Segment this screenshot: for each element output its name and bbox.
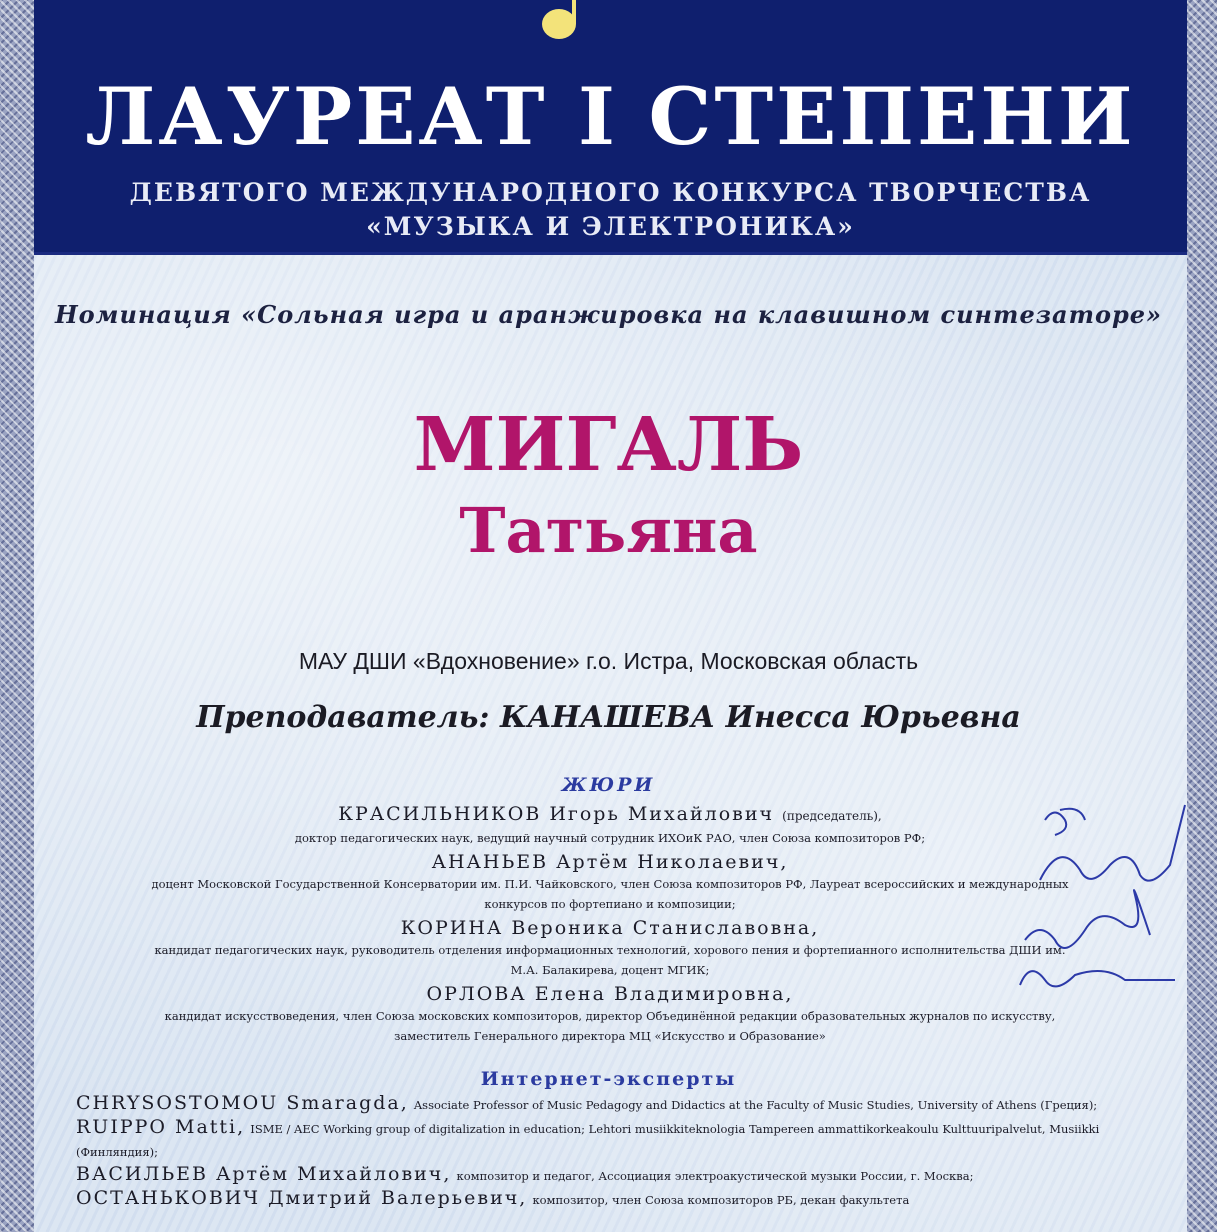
- jury-member-name: КОРИНА Вероника Станиславовна,: [400, 917, 820, 939]
- jury-list: [150, 802, 1070, 1048]
- laureate-surname: МИГАЛЬ: [413, 402, 804, 488]
- certificate-title: ЛАУРЕАТ I СТЕПЕНИ: [85, 70, 1136, 163]
- expert-description: ISME / AEC Working group of digitalization in education; Lehtori musiikkiteknologia Tampereen ammattikorkeakoulu Kulttuuripalvelut, Musiikki (Финляндия);: [76, 1122, 1100, 1159]
- jury-member: [150, 802, 1070, 848]
- jury-member: [150, 982, 1070, 1046]
- expert-entry: [76, 1187, 1146, 1211]
- jury-member-description: доцент Московской Государственной Консерватории им. П.И. Чайковского, член Союза композиторов РФ, Лауреат всероссийских и международных конкурсов по фортепиано и композиции;: [151, 877, 1069, 911]
- teacher-name: Преподаватель: КАНАШЕВА Инесса Юрьевна: [196, 700, 1021, 735]
- experts-heading: Интернет-эксперты: [480, 1068, 737, 1090]
- music-note-icon: [537, 0, 587, 44]
- expert-entry: [76, 1092, 1146, 1116]
- expert-description: Associate Professor of Music Pedagogy and Didactics at the Faculty of Music Studies, University of Athens (Греция);: [413, 1098, 1098, 1112]
- certificate-header: [34, 0, 1187, 255]
- jury-member: [150, 850, 1070, 914]
- expert-entry: [76, 1163, 1146, 1187]
- jury-signatures: [1000, 790, 1190, 1020]
- expert-entry: [76, 1116, 1146, 1163]
- subtitle-line-2: «МУЗЫКА И ЭЛЕКТРОНИКА»: [366, 212, 855, 241]
- expert-name: ВАСИЛЬЕВ Артём Михайлович,: [76, 1163, 452, 1185]
- expert-description: композитор, член Союза композиторов РБ, декан факультета: [532, 1193, 910, 1207]
- jury-member-description: доктор педагогических наук, ведущий научный сотрудник ИХОиК РАО, член Союза композиторов РФ;: [294, 831, 926, 845]
- expert-name: ОСТАНЬКОВИЧ Дмитрий Валерьевич,: [76, 1187, 528, 1209]
- jury-member-name: ОРЛОВА Елена Владимировна,: [426, 983, 794, 1005]
- expert-description: композитор и педагог, Ассоциация электроакустической музыки России, г. Москва;: [456, 1169, 974, 1183]
- certificate-subtitle: [34, 176, 1187, 244]
- jury-member-description: кандидат педагогических наук, руководитель отделения информационных технологий, хорового пения и фортепианного исполнительства ДШИ им. М.А. Балакирева, доцент МГИК;: [154, 943, 1066, 977]
- jury-member-role: (председатель),: [782, 809, 882, 823]
- nomination: Номинация «Сольная игра и аранжировка на клавишном синтезаторе»: [54, 300, 1163, 329]
- subtitle-line-1: ДЕВЯТОГО МЕЖДУНАРОДНОГО КОНКУРСА ТВОРЧЕСТВА: [129, 178, 1092, 207]
- expert-name: CHRYSOSTOMOU Smaragda,: [76, 1092, 409, 1114]
- jury-member-name: АНАНЬЕВ Артём Николаевич,: [431, 851, 789, 873]
- school-name: МАУ ДШИ «Вдохновение» г.о. Истра, Московская область: [298, 648, 919, 674]
- laureate-first-name: Татьяна: [459, 494, 758, 567]
- experts-list: [76, 1092, 1146, 1211]
- jury-member-description: кандидат искусствоведения, член Союза московских композиторов, директор Объединённой редакции образовательных журналов по искусству, заместитель Генерального директора МЦ «Искусство и Образование»: [164, 1009, 1056, 1043]
- jury-member: [150, 916, 1070, 980]
- jury-heading: ЖЮРИ: [561, 774, 656, 796]
- expert-name: RUIPPO Matti,: [76, 1116, 246, 1138]
- jury-member-name: КРАСИЛЬНИКОВ Игорь Михайлович: [338, 803, 775, 825]
